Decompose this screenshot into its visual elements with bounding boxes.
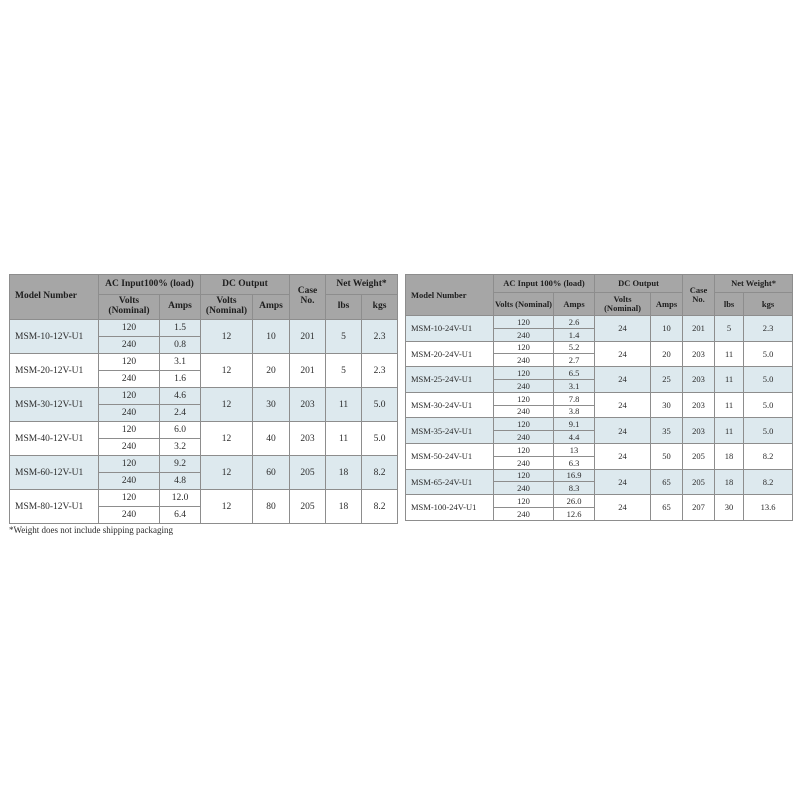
cell-dc-volts: 24	[595, 341, 651, 367]
cell-lbs: 18	[715, 469, 744, 495]
cell-model: MSM-10-24V-U1	[406, 316, 494, 342]
cell-kgs: 2.3	[362, 320, 398, 354]
cell-ac-volts: 240	[494, 328, 554, 341]
header-dc-output: DC Output	[201, 275, 290, 295]
cell-ac-volts: 240	[99, 507, 160, 524]
cell-ac-amps: 2.6	[554, 316, 595, 329]
header-dc-output: DC Output	[595, 275, 683, 293]
cell-model: MSM-100-24V-U1	[406, 495, 494, 521]
cell-dc-amps: 20	[651, 341, 683, 367]
cell-ac-volts: 120	[494, 443, 554, 456]
cell-ac-amps: 12.6	[554, 507, 595, 520]
cell-ac-volts: 240	[494, 507, 554, 520]
cell-ac-volts: 120	[99, 456, 160, 473]
cell-case-no: 205	[290, 456, 326, 490]
cell-lbs: 11	[715, 367, 744, 393]
table-row	[10, 422, 398, 439]
cell-lbs: 5	[326, 320, 362, 354]
header-model-number: Model Number	[10, 275, 99, 320]
cell-case-no: 201	[290, 354, 326, 388]
cell-ac-volts: 120	[99, 354, 160, 371]
cell-dc-volts: 24	[595, 495, 651, 521]
cell-lbs: 30	[715, 495, 744, 521]
cell-lbs: 18	[326, 490, 362, 524]
header-dc-amps: Amps	[253, 295, 290, 320]
cell-ac-volts: 120	[99, 422, 160, 439]
cell-case-no: 205	[683, 469, 715, 495]
cell-ac-amps: 3.2	[160, 439, 201, 456]
cell-ac-volts: 120	[494, 495, 554, 508]
cell-ac-volts: 240	[494, 431, 554, 444]
cell-ac-volts: 120	[99, 320, 160, 337]
cell-ac-volts: 240	[494, 379, 554, 392]
header-ac-input: AC Input 100% (load)	[494, 275, 595, 293]
cell-ac-amps: 2.7	[554, 354, 595, 367]
cell-ac-amps: 0.8	[160, 337, 201, 354]
cell-model: MSM-35-24V-U1	[406, 418, 494, 444]
cell-dc-volts: 12	[201, 354, 253, 388]
cell-case-no: 203	[683, 418, 715, 444]
header-case-no: Case No.	[290, 275, 326, 320]
cell-dc-amps: 60	[253, 456, 290, 490]
cell-ac-volts: 240	[494, 482, 554, 495]
header-case-no: Case No.	[683, 275, 715, 316]
header-ac-volts: Volts (Nominal)	[494, 293, 554, 316]
table-row	[406, 392, 793, 405]
cell-dc-volts: 24	[595, 469, 651, 495]
cell-kgs: 5.0	[744, 367, 793, 393]
header-ac-input: AC Input100% (load)	[99, 275, 201, 295]
cell-ac-amps: 3.8	[554, 405, 595, 418]
cell-ac-amps: 5.2	[554, 341, 595, 354]
cell-kgs: 5.0	[744, 392, 793, 418]
header-dc-volts: Volts (Nominal)	[201, 295, 253, 320]
cell-model: MSM-50-24V-U1	[406, 443, 494, 469]
cell-ac-volts: 240	[99, 439, 160, 456]
table-body-12v	[10, 320, 398, 524]
cell-ac-volts: 240	[494, 354, 554, 367]
spec-table-24v	[405, 274, 793, 521]
cell-lbs: 5	[326, 354, 362, 388]
cell-dc-amps: 25	[651, 367, 683, 393]
cell-model: MSM-40-12V-U1	[10, 422, 99, 456]
cell-case-no: 201	[290, 320, 326, 354]
cell-kgs: 8.2	[362, 456, 398, 490]
cell-dc-amps: 10	[253, 320, 290, 354]
cell-ac-volts: 120	[99, 490, 160, 507]
cell-lbs: 5	[715, 316, 744, 342]
cell-model: MSM-20-12V-U1	[10, 354, 99, 388]
cell-kgs: 13.6	[744, 495, 793, 521]
header-dc-amps: Amps	[651, 293, 683, 316]
cell-ac-amps: 6.0	[160, 422, 201, 439]
header-lbs: lbs	[715, 293, 744, 316]
cell-dc-volts: 24	[595, 392, 651, 418]
cell-lbs: 11	[715, 341, 744, 367]
cell-ac-volts: 120	[494, 469, 554, 482]
cell-dc-amps: 80	[253, 490, 290, 524]
table-row	[406, 418, 793, 431]
cell-model: MSM-80-12V-U1	[10, 490, 99, 524]
cell-kgs: 8.2	[744, 469, 793, 495]
cell-ac-volts: 240	[494, 405, 554, 418]
cell-kgs: 8.2	[744, 443, 793, 469]
cell-ac-volts: 120	[494, 392, 554, 405]
cell-case-no: 205	[683, 443, 715, 469]
cell-model: MSM-30-12V-U1	[10, 388, 99, 422]
cell-ac-amps: 12.0	[160, 490, 201, 507]
cell-dc-amps: 65	[651, 495, 683, 521]
footnote: *Weight does not include shipping packaging	[9, 525, 173, 535]
cell-kgs: 8.2	[362, 490, 398, 524]
cell-dc-volts: 24	[595, 367, 651, 393]
cell-lbs: 18	[715, 443, 744, 469]
cell-ac-amps: 8.3	[554, 482, 595, 495]
cell-model: MSM-20-24V-U1	[406, 341, 494, 367]
table-row	[406, 469, 793, 482]
cell-ac-amps: 9.2	[160, 456, 201, 473]
cell-ac-volts: 120	[494, 316, 554, 329]
cell-case-no: 207	[683, 495, 715, 521]
cell-dc-volts: 24	[595, 316, 651, 342]
cell-ac-amps: 9.1	[554, 418, 595, 431]
header-ac-volts: Volts (Nominal)	[99, 295, 160, 320]
cell-dc-amps: 35	[651, 418, 683, 444]
cell-ac-volts: 120	[494, 418, 554, 431]
cell-ac-amps: 1.6	[160, 371, 201, 388]
table-row	[406, 367, 793, 380]
cell-ac-amps: 1.4	[554, 328, 595, 341]
cell-ac-amps: 3.1	[160, 354, 201, 371]
cell-dc-volts: 12	[201, 490, 253, 524]
table-row	[406, 443, 793, 456]
cell-lbs: 11	[715, 418, 744, 444]
cell-dc-amps: 40	[253, 422, 290, 456]
cell-ac-volts: 240	[494, 456, 554, 469]
cell-kgs: 5.0	[744, 341, 793, 367]
cell-lbs: 18	[326, 456, 362, 490]
cell-kgs: 5.0	[362, 388, 398, 422]
table-row	[10, 490, 398, 507]
cell-lbs: 11	[326, 422, 362, 456]
cell-dc-volts: 24	[595, 443, 651, 469]
table-row	[406, 316, 793, 329]
cell-ac-amps: 3.1	[554, 379, 595, 392]
cell-lbs: 11	[326, 388, 362, 422]
cell-dc-volts: 12	[201, 456, 253, 490]
cell-model: MSM-30-24V-U1	[406, 392, 494, 418]
header-ac-amps: Amps	[554, 293, 595, 316]
cell-ac-volts: 120	[494, 367, 554, 380]
table-row	[10, 456, 398, 473]
table-row	[406, 341, 793, 354]
cell-kgs: 2.3	[744, 316, 793, 342]
cell-dc-volts: 12	[201, 320, 253, 354]
cell-ac-amps: 6.3	[554, 456, 595, 469]
header-lbs: lbs	[326, 295, 362, 320]
cell-case-no: 201	[683, 316, 715, 342]
cell-ac-amps: 16.9	[554, 469, 595, 482]
header-net-weight: Net Weight*	[326, 275, 398, 295]
cell-dc-amps: 30	[253, 388, 290, 422]
cell-case-no: 203	[290, 388, 326, 422]
cell-dc-amps: 50	[651, 443, 683, 469]
cell-model: MSM-60-12V-U1	[10, 456, 99, 490]
cell-ac-volts: 240	[99, 371, 160, 388]
cell-dc-amps: 65	[651, 469, 683, 495]
header-dc-volts: Volts (Nominal)	[595, 293, 651, 316]
spec-table-12v	[9, 274, 398, 524]
table-body-24v	[406, 316, 793, 521]
cell-kgs: 5.0	[744, 418, 793, 444]
cell-ac-amps: 26.0	[554, 495, 595, 508]
cell-kgs: 5.0	[362, 422, 398, 456]
header-model-number: Model Number	[406, 275, 494, 316]
cell-case-no: 205	[290, 490, 326, 524]
cell-ac-amps: 7.8	[554, 392, 595, 405]
cell-ac-amps: 2.4	[160, 405, 201, 422]
cell-ac-volts: 240	[99, 473, 160, 490]
cell-case-no: 203	[290, 422, 326, 456]
cell-model: MSM-65-24V-U1	[406, 469, 494, 495]
cell-ac-amps: 6.4	[160, 507, 201, 524]
cell-ac-volts: 240	[99, 405, 160, 422]
cell-case-no: 203	[683, 367, 715, 393]
cell-ac-amps: 4.6	[160, 388, 201, 405]
cell-kgs: 2.3	[362, 354, 398, 388]
cell-dc-volts: 12	[201, 388, 253, 422]
header-kgs: kgs	[744, 293, 793, 316]
header-kgs: kgs	[362, 295, 398, 320]
table-row	[406, 495, 793, 508]
table-row	[10, 388, 398, 405]
cell-dc-amps: 30	[651, 392, 683, 418]
cell-dc-amps: 20	[253, 354, 290, 388]
table-row	[10, 320, 398, 337]
cell-ac-amps: 6.5	[554, 367, 595, 380]
cell-dc-amps: 10	[651, 316, 683, 342]
table-row	[10, 354, 398, 371]
cell-ac-volts: 120	[494, 341, 554, 354]
cell-case-no: 203	[683, 341, 715, 367]
cell-lbs: 11	[715, 392, 744, 418]
cell-ac-amps: 13	[554, 443, 595, 456]
cell-model: MSM-10-12V-U1	[10, 320, 99, 354]
header-ac-amps: Amps	[160, 295, 201, 320]
cell-dc-volts: 12	[201, 422, 253, 456]
cell-ac-volts: 240	[99, 337, 160, 354]
cell-ac-amps: 1.5	[160, 320, 201, 337]
cell-model: MSM-25-24V-U1	[406, 367, 494, 393]
cell-case-no: 203	[683, 392, 715, 418]
cell-ac-amps: 4.4	[554, 431, 595, 444]
cell-ac-amps: 4.8	[160, 473, 201, 490]
cell-ac-volts: 120	[99, 388, 160, 405]
header-net-weight: Net Weight*	[715, 275, 793, 293]
cell-dc-volts: 24	[595, 418, 651, 444]
